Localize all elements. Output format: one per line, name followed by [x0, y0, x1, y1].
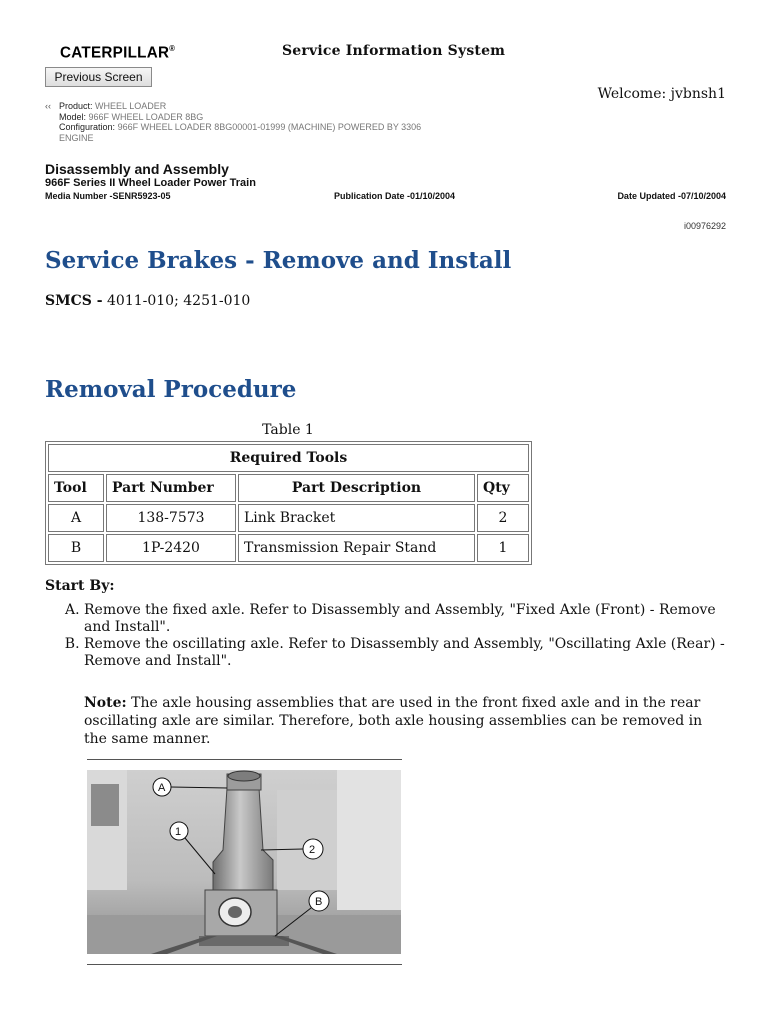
list-item: B. Remove the oscillating axle. Refer to Disassembly and Assembly, "Oscillating Axle (Rear) - Remove and Install".: [84, 636, 734, 670]
table-cell: A: [48, 504, 104, 532]
section-title: Removal Procedure: [45, 376, 297, 403]
document-heading: Disassembly and Assembly: [45, 161, 229, 177]
reference-id: i00976292: [683, 221, 726, 231]
table-row: [48, 504, 529, 532]
date-updated: Date Updated -07/10/2004: [617, 191, 726, 201]
publication-date: Publication Date -01/10/2004: [334, 191, 456, 201]
table-cell: 1: [477, 534, 529, 562]
product-metadata: [45, 101, 421, 143]
table-cell: 2: [477, 504, 529, 532]
smcs-codes: SMCS - 4011-010; 4251-010: [45, 293, 251, 309]
note-paragraph: Note: The axle housing assemblies that are used in the front fixed axle and in the rear oscillating axle are similar. Therefore, both axle housing assemblies can be removed in the same manner.: [84, 695, 703, 747]
system-title: Service Information System: [282, 43, 506, 59]
page-title: Service Brakes - Remove and Install: [45, 247, 512, 274]
table-cell: 1P-2420: [106, 534, 236, 562]
axle-housing-photo: [87, 770, 401, 954]
start-by-label: Start By:: [45, 578, 115, 594]
document-subheading: 966F Series II Wheel Loader Power Train: [45, 177, 256, 189]
column-header: Tool: [48, 474, 104, 502]
table-cell: Link Bracket: [238, 504, 475, 532]
configuration-row: Configuration: 966F WHEEL LOADER 8BG00001-01999 (MACHINE) POWERED BY 3306 ENGINE: [59, 122, 422, 143]
table-caption: Table 1: [262, 422, 314, 438]
welcome-text: Welcome: jvbnsh1: [597, 86, 726, 102]
model-row: Model: 966F WHEEL LOADER 8BG: [59, 111, 204, 122]
table-row: [48, 534, 529, 562]
start-by-steps: [45, 602, 734, 670]
svg-text:1: 1: [175, 826, 182, 838]
figure-top-rule: [87, 759, 402, 760]
column-header: Qty: [477, 474, 529, 502]
svg-text:B: B: [315, 896, 323, 908]
caterpillar-logo: CATERPILLAR®: [60, 44, 176, 62]
back-arrow-icon[interactable]: ‹‹: [45, 101, 51, 111]
figure-bottom-rule: [87, 964, 402, 965]
table-cell: 138-7573: [106, 504, 236, 532]
table-cell: Transmission Repair Stand: [238, 534, 475, 562]
svg-text:2: 2: [309, 844, 316, 856]
previous-screen-button[interactable]: Previous Screen: [45, 67, 152, 87]
table-cell: B: [48, 534, 104, 562]
table-title: Required Tools: [48, 444, 529, 472]
column-header: Part Number: [106, 474, 236, 502]
required-tools-table: [45, 441, 532, 565]
svg-text:A: A: [158, 782, 166, 794]
media-number: Media Number -SENR5923-05: [45, 191, 171, 201]
list-item: A. Remove the fixed axle. Refer to Disassembly and Assembly, "Fixed Axle (Front) - Remove and Install".: [84, 602, 734, 636]
column-header: Part Description: [238, 474, 475, 502]
product-row: Product: WHEEL LOADER: [59, 101, 167, 111]
